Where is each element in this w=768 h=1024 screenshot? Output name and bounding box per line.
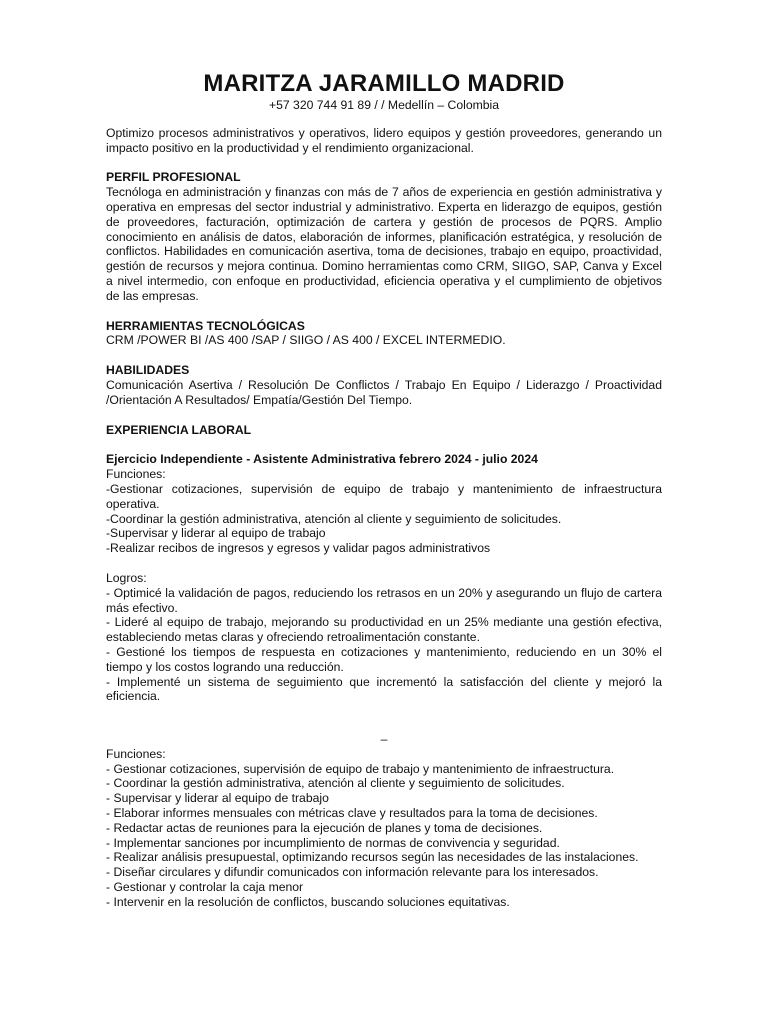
candidate-name: MARITZA JARAMILLO MADRID [203,70,565,97]
list-item: - Implementé un sistema de seguimiento que incrementó la satisfacción del cliente y mejoró la eficiencia. [106,674,662,704]
contact-line: +57 320 744 91 89 / / Medellín – Colombia [268,98,500,112]
job1-heading: Ejercicio Independiente - Asistente Administrativa febrero 2024 - julio 2024 [106,452,538,467]
list-item: -Realizar recibos de ingresos y egresos y validar pagos administrativos [106,541,491,556]
list-item: - Redactar actas de reuniones para la ejecución de planes y toma de decisiones. [106,820,543,835]
summary-text: Optimizo procesos administrativos y operativos, lidero equipos y gestión proveedores, generando un impacto positivo en la productividad y el rendimiento organizacional. [106,125,662,155]
list-item: - Elaborar informes mensuales con métricas clave y resultados para la toma de decisiones. [106,806,598,821]
list-item: -Gestionar cotizaciones, supervisión de equipo de trabajo y mantenimiento de infraestructura operativa. [106,481,662,511]
list-item: - Lideré al equipo de trabajo, mejorando su productividad en un 25% mediante una gestión efectiva, estableciendo metas claras y ofreciendo retroalimentación constante. [106,615,662,645]
list-item: - Intervenir en la resolución de conflictos, buscando soluciones equitativas. [106,894,510,909]
job1-achievements-label: Logros: [106,570,147,585]
profile-heading: PERFIL PROFESIONAL [106,170,241,185]
list-item: - Diseñar circulares y difundir comunicados con información relevante para los interesados. [106,865,599,880]
job2-functions-label: Funciones: [106,746,166,761]
resume-content [106,70,662,910]
list-item: - Gestionar cotizaciones, supervisión de equipo de trabajo y mantenimiento de infraestructura. [106,761,615,776]
list-item: -Coordinar la gestión administrativa, atención al cliente y seguimiento de solicitudes. [106,511,562,526]
list-item: - Optimicé la validación de pagos, reduciendo los retrasos en un 20% y asegurando un flujo de cartera más efectivo. [106,585,662,615]
list-item: - Supervisar y liderar al equipo de trabajo [106,791,329,806]
tools-heading: HERRAMIENTAS TECNOLÓGICAS [106,318,305,333]
job1-achievements-list [106,586,662,704]
tools-text: CRM /POWER BI /AS 400 /SAP / SIIGO / AS 400 / EXCEL INTERMEDIO. [106,333,506,348]
list-item: - Gestionar y controlar la caja menor [106,880,304,895]
skills-text: Comunicación Asertiva / Resolución De Conflictos / Trabajo En Equipo / Liderazgo / Proactividad /Orientación A Resultados/ Empatía/Gestión Del Tiempo. [106,377,662,407]
list-item: - Realizar análisis presupuestal, optimizando recursos según las necesidades de las instalaciones. [106,850,639,865]
list-item: -Supervisar y liderar al equipo de trabajo [106,526,326,541]
section-divider-mark: – [380,732,388,747]
list-item: - Implementar sanciones por incumplimiento de normas de convivencia y seguridad. [106,835,560,850]
job2-functions-list [106,762,662,910]
job1-functions-label: Funciones: [106,467,166,482]
profile-text: Tecnóloga en administración y finanzas con más de 7 años de experiencia en gestión administrativa y operativa en empresas del sector industrial y administrativo. Experta en liderazgo de equipos, gestión de proveedores, facturación, optimización de cartera y gestión de procesos de PQRS. Amplio conocimiento en análisis de datos, elaboración de informes, planificación estratégica, y resolución de conflictos. Habilidades en comunicación asertiva, toma de decisiones, trabajo en equipo, proactividad, gestión de recursos y mejora continua. Domino herramientas como CRM, SIIGO, SAP, Canva y Excel a nivel intermedio, con enfoque en productividad, eficiencia operativa y el cumplimiento de objetivos de las empresas. [106,185,662,303]
skills-heading: HABILIDADES [106,363,190,378]
experience-heading: EXPERIENCIA LABORAL [106,422,252,437]
list-item: - Coordinar la gestión administrativa, atención al cliente y seguimiento de solicitudes. [106,776,565,791]
job1-functions-list [106,482,662,556]
list-item: - Gestioné los tiempos de respuesta en cotizaciones y mantenimiento, reduciendo en un 30% el tiempo y los costos logrando una reducción. [106,644,662,674]
